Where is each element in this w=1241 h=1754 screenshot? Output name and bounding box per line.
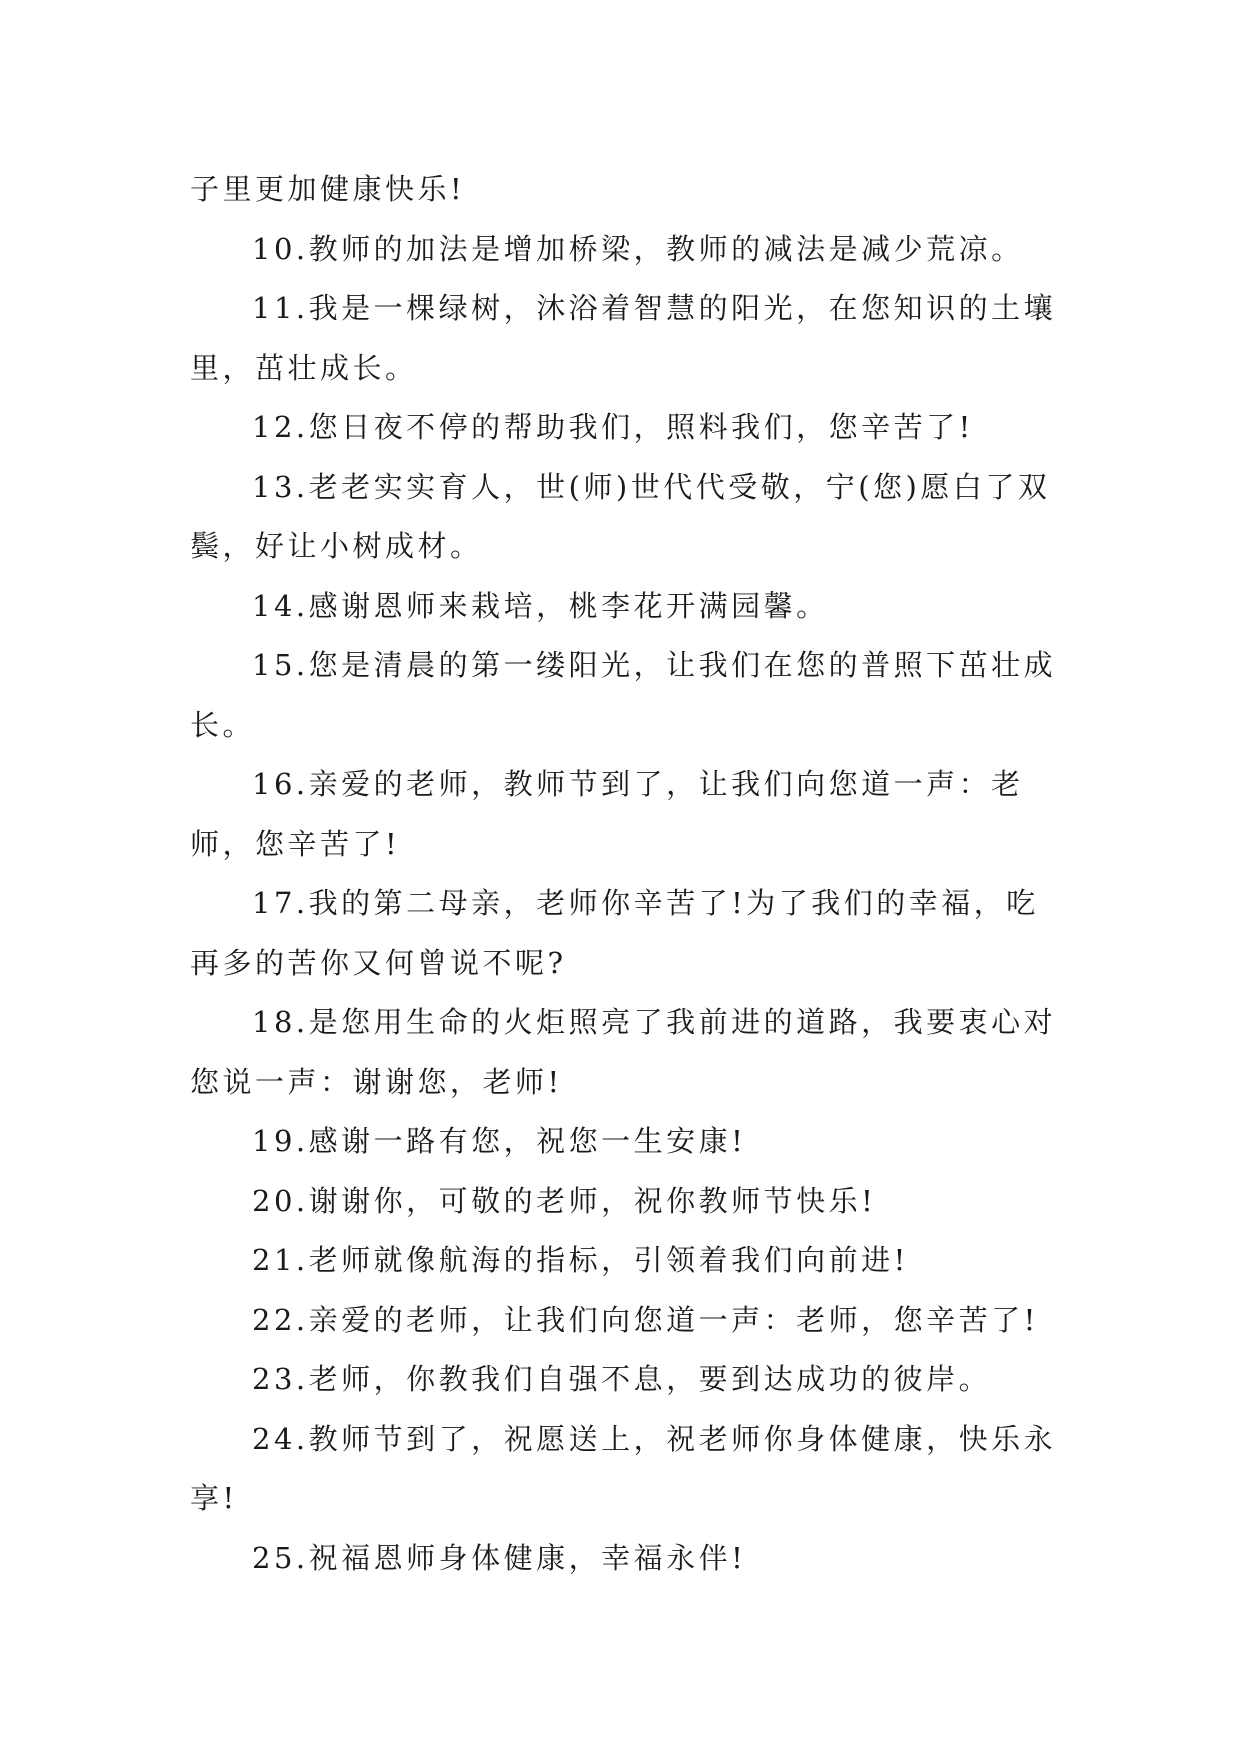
paragraph-10: 10.教师的加法是增加桥梁，教师的减法是减少荒凉。 bbox=[252, 231, 1024, 266]
paragraph-21: 21.老师就像航海的指标，引领着我们向前进! bbox=[252, 1243, 909, 1277]
paragraph-23: 23.老师，你教我们自强不息，要到达成功的彼岸。 bbox=[252, 1362, 992, 1396]
paragraph-22: 22.亲爱的老师，让我们向您道一声：老师，您辛苦了! bbox=[252, 1302, 1039, 1337]
document-body bbox=[190, 160, 1060, 1588]
paragraph-16: 16.亲爱的老师，教师节到了，让我们向您道一声：老师，您辛苦了! bbox=[190, 767, 1024, 861]
paragraph-15: 15.您是清晨的第一缕阳光，让我们在您的普照下茁壮成长。 bbox=[190, 648, 1057, 742]
paragraph-18: 18.是您用生命的火炬照亮了我前进的道路，我要衷心对您说一声：谢谢您，老师! bbox=[190, 1005, 1057, 1099]
paragraph-19: 19.感谢一路有您，祝您一生安康! bbox=[252, 1124, 747, 1158]
paragraph-24: 24.教师节到了，祝愿送上，祝老师你身体健康，快乐永享! bbox=[190, 1421, 1057, 1515]
paragraph-17: 17.我的第二母亲，老师你辛苦了!为了我们的幸福，吃再多的苦你又何曾说不呢? bbox=[190, 886, 1039, 980]
paragraph-12: 12.您日夜不停的帮助我们，照料我们，您辛苦了! bbox=[252, 410, 974, 444]
paragraph-20: 20.谢谢你，可敬的老师，祝你教师节快乐! bbox=[252, 1183, 877, 1218]
paragraph-14: 14.感谢恩师来栽培，桃李花开满园馨。 bbox=[252, 588, 829, 623]
paragraph-11: 11.我是一棵绿树，沐浴着智慧的阳光，在您知识的土壤里，茁壮成长。 bbox=[190, 291, 1057, 385]
paragraph-continuation: 子里更加健康快乐! bbox=[190, 172, 466, 206]
paragraph-13: 13.老老实实育人，世(师)世代代受敬，宁(您)愿白了双鬓，好让小树成材。 bbox=[190, 469, 1051, 563]
paragraph-25: 25.祝福恩师身体健康，幸福永伴! bbox=[252, 1540, 747, 1575]
